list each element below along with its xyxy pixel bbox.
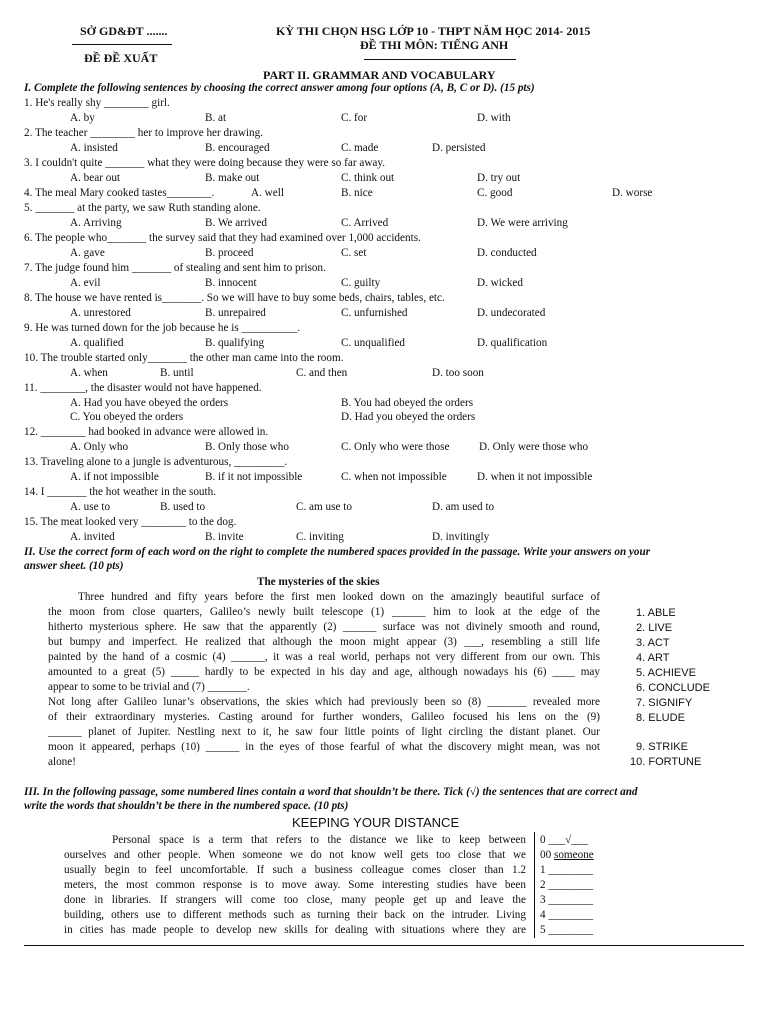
option: A. when (70, 367, 108, 379)
option: D. undecorated (477, 307, 546, 319)
option: B. Only those who (205, 441, 289, 453)
passage-line: hitherto mysterious sphere. He saw that the apparently (2) ______ surface was not divinely smooth and round, (48, 621, 600, 633)
answer-column-divider (534, 832, 535, 938)
word-item: 9. STRIKE (636, 741, 688, 753)
section3-instruction-cont: write the words that shouldn’t be there in the numbered space. (10 pts) (24, 800, 349, 812)
passage-line: alone! (48, 756, 76, 768)
word-item: 5. ACHIEVE (636, 667, 696, 679)
option: B. encouraged (205, 142, 270, 154)
question-stem: 10. The trouble started only_______ the other man came into the room. (24, 352, 344, 364)
question-stem: 5. _______ at the party, we saw Ruth standing alone. (24, 202, 261, 214)
question-stem: 7. The judge found him _______ of stealing and sent him to prison. (24, 262, 326, 274)
header-right-rule (364, 59, 516, 60)
option: D. worse (612, 187, 653, 199)
school-label: SỞ GD&ĐT ....... (80, 24, 168, 38)
option: D. Had you obeyed the orders (341, 411, 476, 423)
answer-row (540, 879, 593, 891)
option: C. for (341, 112, 368, 124)
answer-example: someone (553, 849, 594, 861)
section2-instruction-cont: answer sheet. (10 pts) (24, 560, 124, 572)
exam-type-label: ĐỀ ĐỀ XUẤT (84, 51, 158, 65)
passage-line: Personal space is a term that refers to the distance we like to keep between (112, 834, 526, 846)
passage-line: painted by the hand of a cosmic (4) ______, it was a real world, perhaps not very different from our own. This (48, 651, 600, 663)
option: C. and then (296, 367, 348, 379)
option: B. at (205, 112, 227, 124)
option: B. until (160, 367, 194, 379)
option: D. qualification (477, 337, 548, 349)
answer-num: 0 (540, 834, 546, 846)
option: C. guilty (341, 277, 381, 289)
word-item: 10. FORTUNE (630, 756, 702, 768)
passage-line: the moon from close quarters, Galileo’s newly built telescope (1) ______ him to look at the edge of the (48, 606, 600, 618)
option: C. when not impossible (341, 471, 447, 483)
option: D. am used to (432, 501, 495, 513)
option: D. when it not impossible (477, 471, 593, 483)
section1-instruction: I. Complete the following sentences by choosing the correct answer among four options (A, B, C or D). (15 pts) (24, 82, 535, 94)
answer-num: 2 (540, 879, 546, 891)
passage3-title: KEEPING YOUR DISTANCE (292, 815, 460, 830)
header-left-rule (72, 44, 172, 45)
answer-blank: ________ (548, 894, 594, 906)
bottom-rule (24, 945, 744, 946)
option: A. Arriving (70, 217, 122, 229)
option: D. Only were those who (479, 441, 589, 453)
passage-line: ______ planet of Jupiter. Nestling next to it, he saw four little points of light circling the distant planet. Our (48, 726, 600, 738)
option: C. unqualified (341, 337, 406, 349)
option: B. We arrived (205, 217, 267, 229)
word-item: 3. ACT (636, 637, 670, 649)
question-stem: 2. The teacher ________ her to improve her drawing. (24, 127, 264, 139)
option: A. unrestored (70, 307, 131, 319)
option: C. Only who were those (341, 441, 450, 453)
question-stem: 1. He's really shy ________ girl. (24, 97, 170, 109)
exam-subject: ĐỀ THI MÔN: TIẾNG ANH (360, 38, 509, 52)
passage-line: of their extraordinary mysteries. Casting around for further wonders, Galileo focused his lens on the (9) (48, 711, 600, 723)
passage-line: meters, the most common response is to move away. Some interesting studies have been (64, 879, 526, 891)
option: B. make out (205, 172, 260, 184)
passage-line: appear to some to be trivial and (7) _______. (48, 681, 250, 693)
answer-row (540, 834, 588, 846)
question-stem: 12. ________ had booked in advance were allowed in. (24, 426, 269, 438)
answer-blank: ________ (548, 924, 594, 936)
passage-line: done in libraries. If strangers will come too close, many people get up and leave the (64, 894, 526, 906)
word-item: 7. SIGNIFY (636, 697, 693, 709)
option: D. too soon (432, 367, 484, 379)
option: A. Had you have obeyed the orders (70, 397, 229, 409)
option: D. try out (477, 172, 521, 184)
option: A. by (70, 112, 95, 124)
word-item: 6. CONCLUDE (636, 682, 710, 694)
option: B. You had obeyed the orders (341, 397, 474, 409)
option: B. proceed (205, 247, 254, 259)
passage-line: Not long after Galileo lunar’s observations, the skies which had previously been so (8) _______ revealed more (48, 696, 600, 708)
passage-line: ourselves and other people. When someone we do not know well gets too close that we (64, 849, 526, 861)
answer-num: 4 (540, 909, 546, 921)
question-stem: 4. The meal Mary cooked tastes________. (24, 187, 215, 199)
option: D. We were arriving (477, 217, 568, 229)
answer-row (540, 909, 593, 921)
option: D. conducted (477, 247, 537, 259)
option: C. good (477, 187, 513, 199)
answer-num: 00 (540, 849, 552, 861)
option: B. used to (160, 501, 206, 513)
answer-num: 1 (540, 864, 546, 876)
answer-blank: ________ (548, 909, 594, 921)
passage-title: The mysteries of the skies (257, 576, 380, 588)
question-stem: 15. The meat looked very ________ to the dog. (24, 516, 237, 528)
question-stem: 9. He was turned down for the job because he is __________. (24, 322, 301, 334)
option: D. with (477, 112, 511, 124)
word-item: 4. ART (636, 652, 670, 664)
passage-line: Three hundred and fifty years before the first men looked down on the amazingly beautiful surface of (78, 591, 600, 603)
answer-row (540, 924, 593, 936)
question-stem: 13. Traveling alone to a jungle is adventurous, _________. (24, 456, 288, 468)
question-stem: 3. I couldn't quite _______ what they were doing because they were so far away. (24, 157, 386, 169)
word-item: 8. ELUDE (636, 712, 685, 724)
option: A. evil (70, 277, 101, 289)
option: A. invited (70, 531, 115, 543)
option: C. unfurnished (341, 307, 408, 319)
answer-blank: ________ (548, 864, 594, 876)
option: C. am use to (296, 501, 352, 513)
question-stem: 6. The people who_______ the survey said that they had examined over 1,000 accidents. (24, 232, 421, 244)
answer-num: 3 (540, 894, 546, 906)
option: D. persisted (432, 142, 486, 154)
passage-line: moon it appeared, perhaps (10) ______ in the eyes of those fearful of what the discovery might mean, was not (48, 741, 600, 753)
option: B. invite (205, 531, 244, 543)
option: A. bear out (70, 172, 121, 184)
option: A. qualified (70, 337, 124, 349)
passage-line: in cities has made people to develop new skills for dealing with situations where they are (64, 924, 526, 936)
passage-line: building, others use to different methods such as turning their back on the intruder. Living (64, 909, 526, 921)
word-item: 2. LIVE (636, 622, 673, 634)
exam-title: KỲ THI CHỌN HSG LỚP 10 - THPT NĂM HỌC 2014- 2015 (276, 24, 591, 38)
option: C. think out (341, 172, 395, 184)
option: C. set (341, 247, 367, 259)
answer-blank: ___√___ (548, 834, 589, 846)
option: A. insisted (70, 142, 118, 154)
option: B. unrepaired (205, 307, 266, 319)
option: C. inviting (296, 531, 344, 543)
passage-line: amounted to a great (5) _____ hardly to be expected in his day and age, although nowadays his (6) ____ may (48, 666, 600, 678)
option: D. invitingly (432, 531, 490, 543)
answer-row (540, 849, 594, 861)
option: C. Arrived (341, 217, 389, 229)
question-stem: 11. ________, the disaster would not have happened. (24, 382, 262, 394)
section2-instruction: II. Use the correct form of each word on the right to complete the numbered spaces provided in the passage. Write your answers on your (24, 546, 651, 558)
option: B. nice (341, 187, 373, 199)
answer-row (540, 894, 593, 906)
passage-line: usually begin to feel uncomfortable. If such a business colleague comes closer than 1.2 (64, 864, 526, 876)
option: A. well (251, 187, 284, 199)
option: A. Only who (70, 441, 129, 453)
option: B. if it not impossible (205, 471, 303, 483)
option: C. You obeyed the orders (70, 411, 184, 423)
option: A. gave (70, 247, 105, 259)
option: B. innocent (205, 277, 257, 289)
answer-row (540, 864, 593, 876)
question-stem: 14. I _______ the hot weather in the south. (24, 486, 217, 498)
option: A. use to (70, 501, 111, 513)
option: A. if not impossible (70, 471, 159, 483)
answer-num: 5 (540, 924, 546, 936)
option: B. qualifying (205, 337, 265, 349)
word-item: 1. ABLE (636, 607, 676, 619)
question-stem: 8. The house we have rented is_______. So we will have to buy some beds, chairs, tables, etc. (24, 292, 445, 304)
option: C. made (341, 142, 379, 154)
answer-blank: ________ (548, 879, 594, 891)
passage-line: but bumpy and imperfect. He realized that although the moon might appear (3) ___, resembling a still life (48, 636, 600, 648)
option: D. wicked (477, 277, 523, 289)
part-title: PART II. GRAMMAR AND VOCABULARY (263, 68, 496, 82)
section3-instruction: III. In the following passage, some numbered lines contain a word that shouldn’t be there. Tick (√) the sentences that are correct and (24, 786, 638, 798)
